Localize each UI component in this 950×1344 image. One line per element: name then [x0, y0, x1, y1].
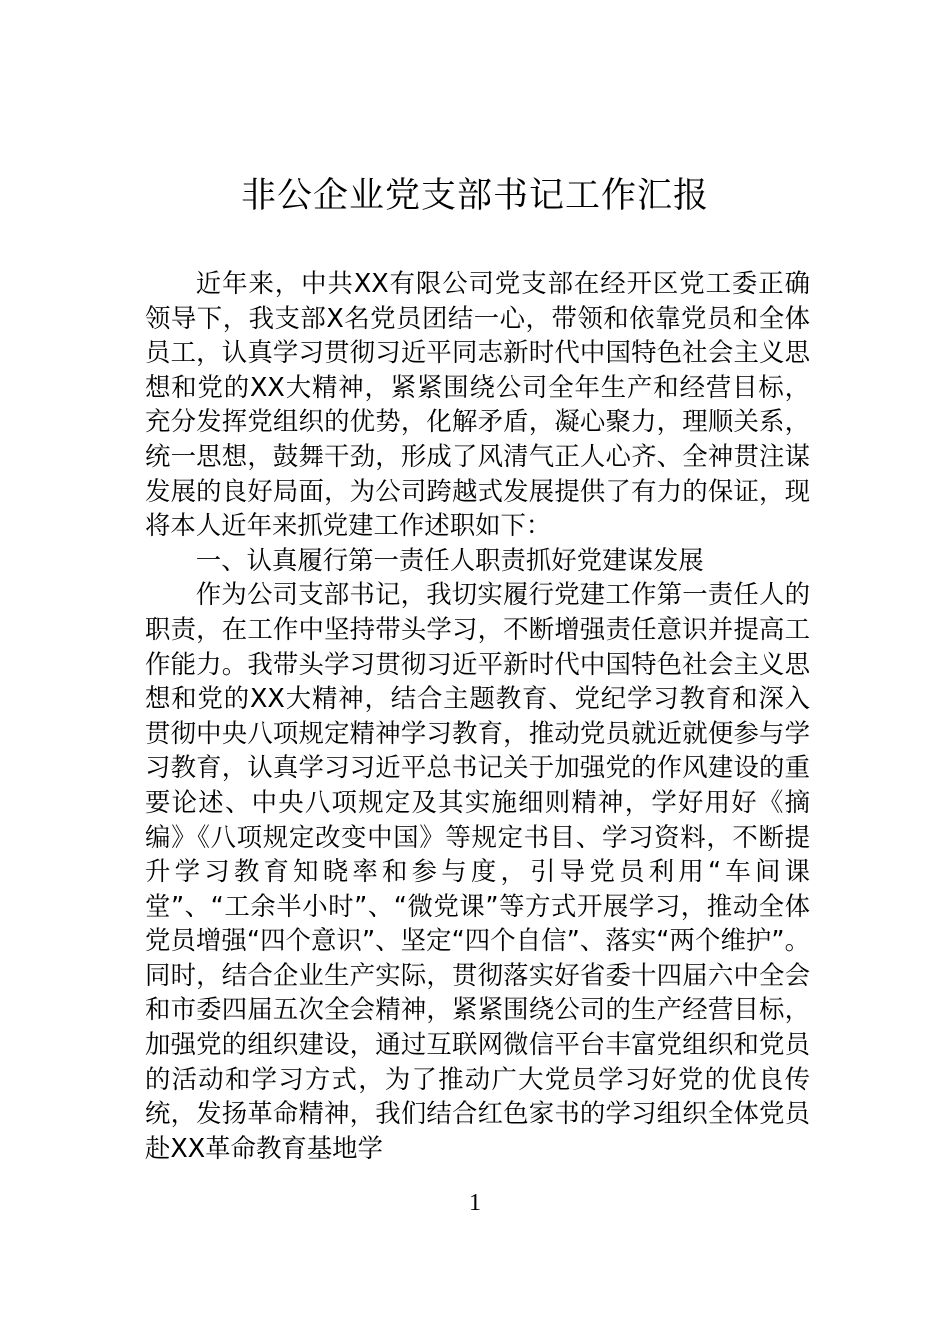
- page-number: 1: [469, 1190, 481, 1216]
- document-title: 非公企业党支部书记工作汇报: [240, 176, 709, 216]
- paragraph-intro: 近年来，中共XX有限公司党支部在经开区党工委正确领导下，我支部X名党员团结一心，带领和依靠党员和全体员工，认真学习贯彻习近平同志新时代中国特色社会主义思想和党的XX大精神，紧紧围绕公司全年生产和经营目标，充分发挥党组织的优势，化解矛盾，凝心聚力，理顺关系，统一思想，鼓舞干劲，形成了风清气正人心齐、全神贯注谋发展的良好局面，为公司跨越式发展提供了有力的保证，现将本人近年来抓党建工作述职如下：: [145, 268, 810, 541]
- paragraph-section-1: 作为公司支部书记，我切实履行党建工作第一责任人的职责，在工作中坚持带头学习，不断增强责任意识并提高工作能力。我带头学习贯彻习近平新时代中国特色社会主义思想和党的XX大精神，结合主题教育、党纪学习教育和深入贯彻中央八项规定精神学习教育，推动党员就近就便参与学习教育，认真学习习近平总书记关于加强党的作风建设的重要论述、中央八项规定及其实施细则精神，学好用好《摘编》《八项规定改变中国》等规定书目、学习资料，不断提升学习教育知晓率和参与度，引导党员利用“车间课堂”、“工余半小时”、“微党课”等方式开展学习，推动全体党员增强“四个意识”、坚定“四个自信”、落实“两个维护”。同时，结合企业生产实际，贯彻落实好省委十四届六中全会和市委四届五次全会精神，紧紧围绕公司的生产经营目标，加强党的组织建设，通过互联网微信平台丰富党组织和党员的活动和学习方式，为了推动广大党员学习好党的优良传统，发扬革命精神，我们结合红色家书的学习组织全体党员赴XX革命教育基地学: [145, 579, 810, 1163]
- document-body: [145, 266, 810, 1165]
- section-heading-1: 一、认真履行第一责任人职责抓好党建谋发展: [195, 544, 704, 575]
